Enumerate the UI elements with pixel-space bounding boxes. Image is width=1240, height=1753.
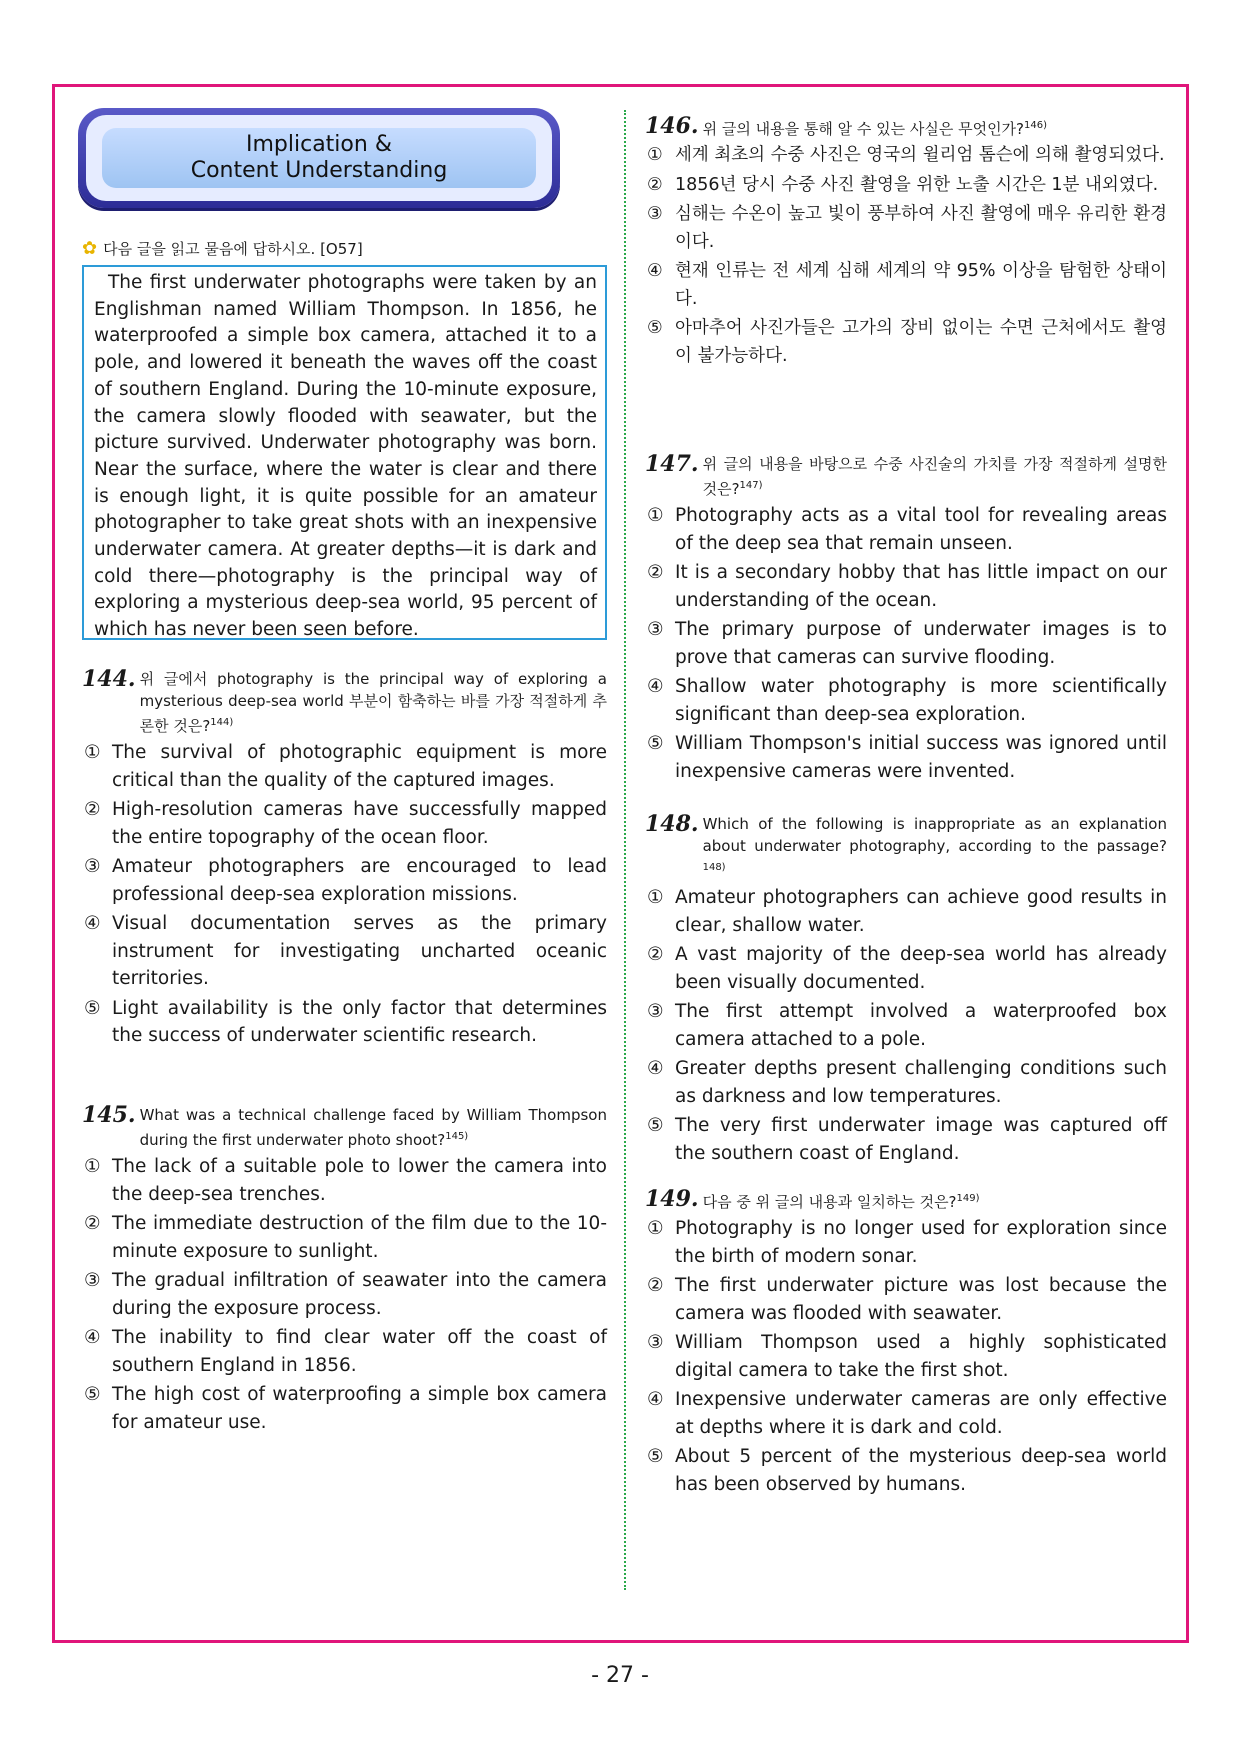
question-text: 다음 중 위 글의 내용과 일치하는 것은?: [702, 1193, 957, 1211]
question-text: 위 글의 내용을 통해 알 수 있는 사실은 무엇인가?: [702, 120, 1025, 138]
section-title-banner: [78, 108, 560, 208]
question-147: [645, 453, 1167, 785]
option[interactable]: ① Photography acts as a vital tool for revealing areas of the deep sea that remain unseen.: [647, 505, 1167, 554]
footnote-ref: 145): [445, 1131, 469, 1142]
option[interactable]: ⑤ The very first underwater image was captured off the southern coast of England.: [647, 1115, 1167, 1164]
option[interactable]: ② It is a secondary hobby that has little impact on our understanding of the ocean.: [647, 562, 1167, 611]
section-title-line2: Content Understanding: [190, 158, 448, 183]
option[interactable]: ③ 심해는 수온이 높고 빛이 풍부하여 사진 촬영에 매우 유리한 환경이다.: [647, 204, 1167, 252]
flower-icon: ✿: [82, 238, 98, 259]
option[interactable]: ① The lack of a suitable pole to lower the camera into the deep-sea trenches.: [84, 1156, 607, 1205]
footnote-ref: 149): [956, 1193, 980, 1204]
option[interactable]: ④ The inability to find clear water off the coast of southern England in 1856.: [84, 1327, 607, 1376]
option[interactable]: ⑤ Light availability is the only factor that determines the success of underwater scientific research.: [84, 997, 607, 1046]
question-145: [82, 1104, 607, 1436]
option[interactable]: ③ William Thompson used a highly sophisticated digital camera to take the first shot.: [647, 1332, 1167, 1381]
option[interactable]: ② High-resolution cameras have successfully mapped the entire topography of the ocean floor.: [84, 799, 607, 848]
section-title-line1: Implication &: [246, 132, 392, 157]
question-text: Which of the following is inappropriate as an explanation about underwater photography, according to the passage?: [702, 815, 1167, 855]
question-146: [645, 115, 1167, 370]
instruction-text: 다음 글을 읽고 물음에 답하시오. [O57]: [103, 240, 363, 258]
question-text: What was a technical challenge faced by William Thompson during the first underwater photo shoot?: [139, 1106, 607, 1149]
option[interactable]: ③ The gradual infiltration of seawater into the camera during the exposure process.: [84, 1270, 607, 1319]
footnote-ref: 144): [210, 717, 234, 728]
option[interactable]: ② A vast majority of the deep-sea world has already been visually documented.: [647, 944, 1167, 993]
option[interactable]: ① 세계 최초의 수중 사진은 영국의 윌리엄 톰슨에 의해 촬영되었다.: [647, 145, 1165, 165]
option[interactable]: ④ Inexpensive underwater cameras are only effective at depths where it is dark and cold.: [647, 1389, 1167, 1438]
column-divider: [624, 110, 626, 1590]
page-number: - 27 -: [591, 1663, 649, 1688]
option[interactable]: ① The survival of photographic equipment is more critical than the quality of the captured images.: [84, 742, 607, 791]
option[interactable]: ② The first underwater picture was lost because the camera was flooded with seawater.: [647, 1275, 1167, 1324]
question-number: 149.: [645, 1186, 699, 1212]
option[interactable]: ① Photography is no longer used for exploration since the birth of modern sonar.: [647, 1218, 1167, 1267]
option[interactable]: ⑤ The high cost of waterproofing a simple box camera for amateur use.: [84, 1384, 607, 1433]
question-148: [645, 813, 1167, 1167]
option[interactable]: ⑤ William Thompson's initial success was ignored until inexpensive cameras were invented.: [647, 733, 1167, 782]
option[interactable]: ④ Shallow water photography is more scientifically significant than deep-sea exploration.: [647, 676, 1167, 725]
option[interactable]: ④ Greater depths present challenging conditions such as darkness and low temperatures.: [647, 1058, 1167, 1107]
option[interactable]: ④ Visual documentation serves as the primary instrument for investigating uncharted oceanic territories.: [84, 913, 607, 989]
question-text: 위 글에서 photography is the principal way of exploring a mysterious deep-sea world 부분이 함축하는 바를 가장 적절하게 추론한 것은?: [139, 670, 607, 735]
footnote-ref: 146): [1024, 120, 1048, 131]
option[interactable]: ④ 현재 인류는 전 세계 심해 세계의 약 95% 이상을 탐험한 상태이다.: [647, 261, 1167, 309]
option[interactable]: ⑤ About 5 percent of the mysterious deep-sea world has been observed by humans.: [647, 1446, 1167, 1495]
option[interactable]: ① Amateur photographers can achieve good results in clear, shallow water.: [647, 887, 1167, 936]
reading-passage: The first underwater photographs were taken by an Englishman named William Thompson. In 1856, he waterproofed a simple box camera, attached it to a pole, and lowered it beneath the waves off the coast of southern England. During the 10-minute exposure, the camera slowly flooded with seawater, but the picture survived. Underwater photography was born. Near the surface, where the water is clear and there is enough light, it is quite possible for an amateur photographer to take great shots with an inexpensive underwater camera. At greater depths—it is dark and cold there—photography is the principal way of exploring a mysterious deep-sea world, 95 percent of which has never been seen before.: [82, 265, 607, 640]
question-number: 146.: [645, 113, 699, 139]
question-number: 144.: [82, 666, 136, 692]
question-149: [645, 1188, 1167, 1498]
footnote-ref: 148): [702, 862, 726, 873]
question-144: [82, 668, 607, 1050]
option[interactable]: ⑤ 아마추어 사진가들은 고가의 장비 없이는 수면 근처에서도 촬영이 불가능하다.: [647, 318, 1167, 366]
option[interactable]: ③ The primary purpose of underwater images is to prove that cameras can survive flooding.: [647, 619, 1167, 668]
option[interactable]: ② The immediate destruction of the film due to the 10-minute exposure to sunlight.: [84, 1213, 607, 1262]
question-text: 위 글의 내용을 바탕으로 수중 사진술의 가치를 가장 적절하게 설명한 것은?: [702, 455, 1167, 498]
question-number: 147.: [645, 451, 699, 477]
question-number: 145.: [82, 1102, 136, 1128]
footnote-ref: 147): [739, 480, 763, 491]
question-number: 148.: [645, 811, 699, 837]
option[interactable]: ② 1856년 당시 수중 사진 촬영을 위한 노출 시간은 1분 내외였다.: [647, 174, 1159, 195]
instruction: [82, 238, 363, 259]
option[interactable]: ③ The first attempt involved a waterproofed box camera attached to a pole.: [647, 1001, 1167, 1050]
option[interactable]: ③ Amateur photographers are encouraged to lead professional deep-sea exploration missions.: [84, 856, 607, 905]
